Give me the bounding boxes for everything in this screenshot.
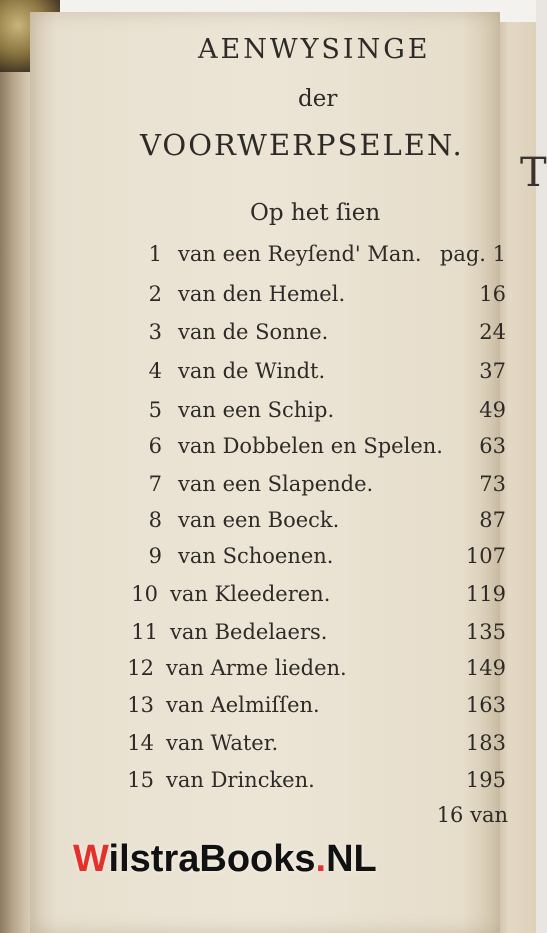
toc-number: 15	[127, 768, 154, 792]
heading-line-2: der	[298, 86, 338, 112]
toc-row	[0, 656, 536, 692]
heading-line-1: AENWYSINGE	[198, 34, 431, 65]
toc-title: van Water.	[166, 731, 279, 755]
toc-row	[0, 768, 536, 804]
watermark-middle: ilstraBooks	[108, 838, 316, 880]
toc-number: 8	[148, 508, 162, 532]
toc-page: 16	[479, 282, 506, 306]
toc-page: 135	[465, 620, 506, 644]
toc-row	[0, 508, 536, 544]
toc-row	[0, 693, 536, 729]
toc-number: 3	[148, 320, 162, 344]
toc-page: 183	[465, 731, 506, 755]
toc-row	[0, 544, 536, 580]
toc-subtitle: Op het ſien	[250, 200, 381, 226]
toc-title: van Kleederen.	[170, 582, 331, 606]
watermark-end: NL	[326, 838, 377, 880]
toc-row	[0, 731, 536, 767]
toc-title: van Schoenen.	[178, 544, 334, 568]
toc-page: 107	[465, 544, 506, 568]
toc-page: 73	[479, 472, 506, 496]
toc-row	[0, 282, 536, 318]
toc-number: 12	[127, 656, 154, 680]
toc-row	[0, 582, 536, 618]
toc-number: 10	[131, 582, 158, 606]
toc-title: van een Boeck.	[178, 508, 340, 532]
toc-row	[0, 472, 536, 508]
toc-page: 149	[465, 656, 506, 680]
toc-number: 6	[148, 434, 162, 458]
toc-title: van een Schip.	[178, 398, 335, 422]
toc-number: 9	[148, 544, 162, 568]
toc-number: 11	[131, 620, 158, 644]
toc-page: 37	[479, 359, 506, 383]
watermark-dot: .	[315, 838, 327, 880]
toc-title: van een Reyſend' Man.	[178, 242, 422, 266]
toc-row	[0, 398, 536, 434]
toc-row	[0, 359, 536, 395]
toc-page: 24	[479, 320, 506, 344]
toc-page: 195	[465, 768, 506, 792]
toc-title: van de Windt.	[178, 359, 326, 383]
toc-title: van de Sonne.	[178, 320, 329, 344]
toc-title: van Aelmiſſen.	[166, 693, 320, 717]
toc-title: van Dobbelen en Spelen.	[178, 434, 443, 458]
toc-page: 119	[465, 582, 506, 606]
toc-number: 14	[127, 731, 154, 755]
toc-page: 63	[479, 434, 506, 458]
catchword: 16 van	[436, 803, 508, 827]
toc-number: 5	[148, 398, 162, 422]
toc-row	[0, 620, 536, 656]
toc-row	[0, 434, 536, 470]
watermark-first-letter: W	[73, 838, 109, 880]
toc-page: 163	[465, 693, 506, 717]
toc-title: van een Slapende.	[178, 472, 374, 496]
toc-title: van Arme lieden.	[166, 656, 347, 680]
toc-row	[0, 320, 536, 356]
toc-number: 7	[148, 472, 162, 496]
toc-number: 4	[148, 359, 162, 383]
toc-title: van den Hemel.	[178, 282, 346, 306]
toc-number: 2	[148, 282, 162, 306]
toc-row	[0, 242, 536, 278]
toc-title: van Drincken.	[166, 768, 315, 792]
toc-title: van Bedelaers.	[170, 620, 328, 644]
toc-page: 87	[479, 508, 506, 532]
facing-page-glyph: T	[520, 150, 547, 196]
toc-number: 1	[148, 242, 162, 266]
toc-page: pag. 1	[439, 242, 506, 266]
toc-page: 49	[479, 398, 506, 422]
toc-number: 13	[127, 693, 154, 717]
heading-line-3: VOORWERPSELEN.	[140, 128, 464, 162]
watermark-logo	[73, 838, 377, 881]
